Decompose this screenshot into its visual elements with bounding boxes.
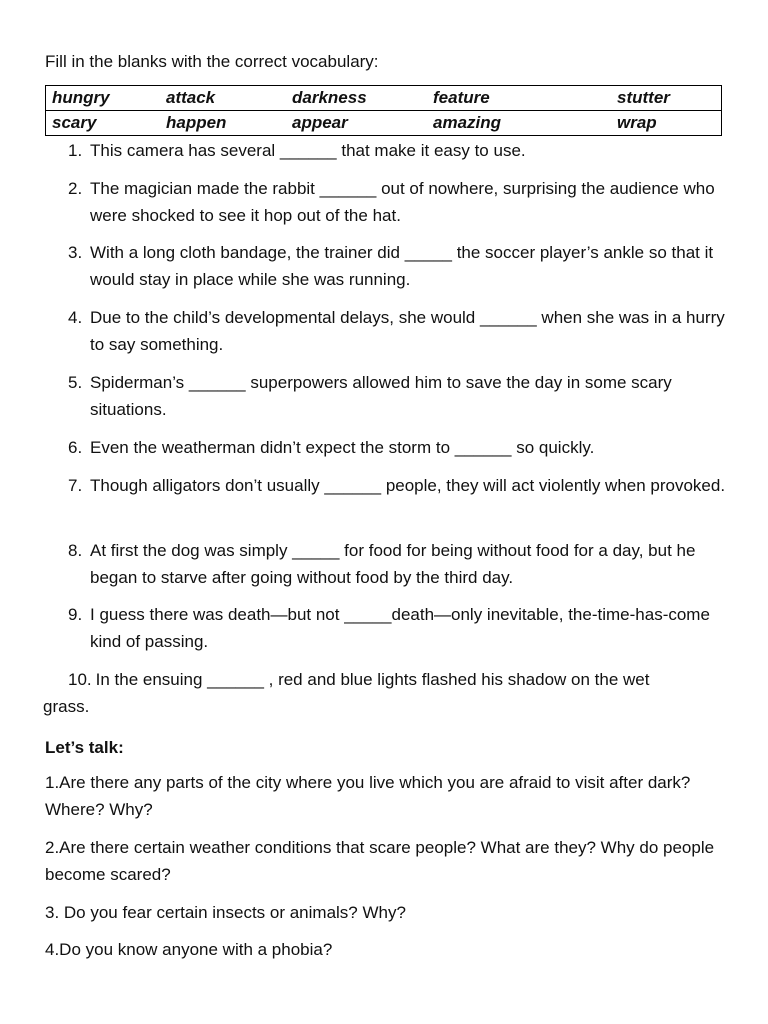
question-number: 3.: [68, 243, 83, 262]
question-number: 6.: [68, 438, 83, 457]
vocab-word: wrap: [611, 111, 722, 136]
question-1: [68, 137, 728, 164]
vocabulary-table: [45, 85, 722, 136]
question-number: 1.: [68, 141, 83, 160]
vocab-word: stutter: [611, 86, 722, 111]
question-9: [68, 601, 728, 655]
question-number: 8.: [68, 541, 83, 560]
question-text: In the ensuing ______ , red and blue lights flashed his shadow on the wet: [95, 670, 650, 689]
discussion-question: 2.Are there certain weather conditions that scare people? What are they? Why do people become scared?: [45, 838, 715, 884]
question-text: The magician made the rabbit ______ out of nowhere, surprising the audience who were shocked to see it hop out of the hat.: [90, 179, 715, 225]
discussion-question: 4.Do you know anyone with a phobia?: [45, 940, 333, 959]
question-text: Even the weatherman didn’t expect the storm to ______ so quickly.: [90, 438, 595, 457]
lets-talk-heading: Let’s talk:: [45, 738, 124, 757]
vocab-word: happen: [160, 111, 286, 136]
question-4: [68, 304, 728, 358]
question-number: 9.: [68, 605, 83, 624]
instruction-text: Fill in the blanks with the correct vocabulary:: [45, 52, 379, 71]
discussion-question: 1.Are there any parts of the city where you live which you are afraid to visit after dark? Where? Why?: [45, 773, 691, 819]
question-number: 4.: [68, 308, 83, 327]
question-text: At first the dog was simply _____ for food for being without food for a day, but he began to starve after going without food by the third day.: [90, 541, 696, 587]
vocab-word: darkness: [286, 86, 427, 111]
question-6: [68, 434, 728, 461]
question-2: [68, 175, 728, 229]
question-text-continued: grass.: [43, 697, 90, 716]
discussion-question: 3. Do you fear certain insects or animals? Why?: [45, 903, 406, 922]
question-text: Though alligators don’t usually ______ people, they will act violently when provoked.: [90, 476, 726, 495]
question-3: [68, 239, 728, 293]
vocab-word: hungry: [46, 86, 161, 111]
vocab-word: amazing: [427, 111, 611, 136]
question-7: [68, 472, 728, 499]
question-text: With a long cloth bandage, the trainer did _____ the soccer player’s ankle so that it would stay in place while she was running.: [90, 243, 714, 289]
question-number: 7.: [68, 476, 83, 495]
vocab-row: [46, 86, 722, 111]
vocab-word: feature: [427, 86, 611, 111]
question-number: 2.: [68, 179, 83, 198]
vocab-word: attack: [160, 86, 286, 111]
question-number: 10.: [68, 670, 92, 689]
vocab-word: appear: [286, 111, 427, 136]
vocab-word: scary: [46, 111, 161, 136]
question-text: This camera has several ______ that make it easy to use.: [90, 141, 526, 160]
question-8: [68, 537, 728, 591]
question-5: [68, 369, 728, 423]
question-text: Spiderman’s ______ superpowers allowed him to save the day in some scary situations.: [90, 373, 672, 419]
question-text: I guess there was death—but not _____death—only inevitable, the-time-has-come kind of passing.: [90, 605, 710, 651]
question-number: 5.: [68, 373, 83, 392]
question-text: Due to the child’s developmental delays, she would ______ when she was in a hurry to say something.: [90, 308, 725, 354]
vocab-row: [46, 111, 722, 136]
question-10: [43, 666, 723, 720]
